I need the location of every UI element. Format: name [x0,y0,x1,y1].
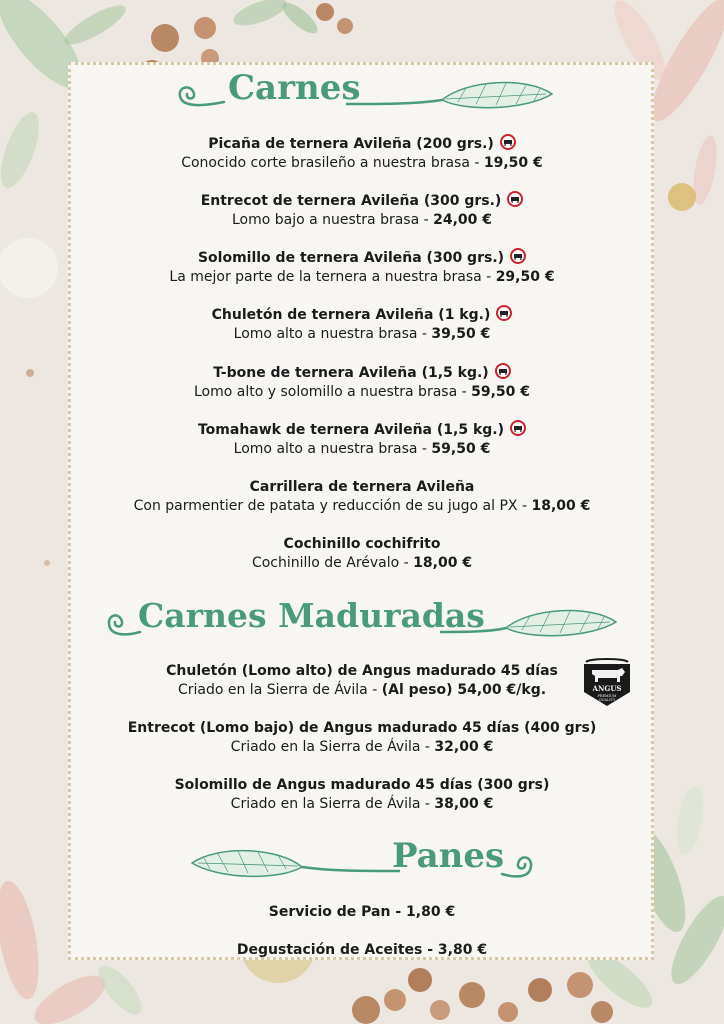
section-title-panes: Panes [392,836,505,876]
item-price: (Al peso) 54,00 €/kg. [381,682,547,698]
item-name: Carrillera de ternera Avileña [249,479,475,495]
item-name: Cochinillo cochifrito [283,536,441,552]
item-name: Servicio de Pan - [268,904,407,920]
angus-badge-line2: PREMIUM [597,694,617,698]
item-name: Tomahawk de ternera Avileña (1,5 kg.) [197,422,504,438]
menu-item [0,478,724,516]
item-price: 1,80 € [406,904,456,920]
leaf-left-icon [190,845,400,885]
item-description: Cochinillo de Arévalo - [251,555,414,571]
item-description: Lomo alto a nuestra brasa - [233,326,432,342]
section-title-carnes: Carnes [228,68,361,108]
menu-item [0,135,724,173]
menu-item [0,192,724,230]
leaf-right-icon [440,604,618,642]
menu-item [0,306,724,344]
avilena-cow-badge-icon [500,134,516,150]
item-price: 32,00 € [434,739,494,755]
menu-item [0,903,724,922]
item-name: Solomillo de Angus madurado 45 días (300 grs) [174,777,550,793]
item-price: 59,50 € [431,441,491,457]
item-name: Degustación de Aceites - [236,942,438,958]
menu-item [0,941,724,960]
angus-premium-quality-badge-icon [578,658,636,708]
leaf-right-icon [346,76,554,114]
item-description: La mejor parte de la ternera a nuestra brasa - [169,269,496,285]
avilena-cow-badge-icon [510,420,526,436]
swirl-right-icon [500,846,536,882]
item-price: 18,00 € [531,498,591,514]
menu-item [0,535,724,573]
item-description: Con parmentier de patata y reducción de su jugo al PX - [133,498,532,514]
section-title-carnes-maduradas: Carnes Maduradas [138,596,485,635]
item-description: Lomo alto y solomillo a nuestra brasa - [193,384,472,400]
item-price: 29,50 € [495,269,555,285]
swirl-left-icon [104,604,142,640]
item-name: Entrecot de ternera Avileña (300 grs.) [200,193,502,209]
item-description: Lomo alto a nuestra brasa - [233,441,432,457]
avilena-cow-badge-icon [495,363,511,379]
item-description: Conocido corte brasileño a nuestra brasa - [181,155,484,171]
item-price: 24,00 € [433,212,493,228]
item-price: 3,80 € [437,942,488,958]
item-price: 59,50 € [471,384,531,400]
item-description: Lomo bajo a nuestra brasa - [231,212,434,228]
item-price: 38,00 € [434,796,494,812]
angus-badge-title: ANGUS [592,684,622,693]
item-description: Criado en la Sierra de Ávila - [230,739,435,755]
menu-item [0,421,724,459]
item-name: Solomillo de ternera Avileña (300 grs.) [197,250,505,266]
item-price: 19,50 € [483,155,543,171]
avilena-cow-badge-icon [496,305,512,321]
item-price: 39,50 € [431,326,491,342]
menu-item [0,364,724,402]
menu-item [0,719,724,757]
item-description: Criado en la Sierra de Ávila - [177,682,382,698]
item-name: Chuletón (Lomo alto) de Angus madurado 45 días [166,663,558,679]
item-price: 18,00 € [413,555,473,571]
item-description: Criado en la Sierra de Ávila - [230,796,435,812]
angus-badge-line3: QUALITY [598,698,616,702]
menu-item [0,776,724,814]
menu-item [0,249,724,287]
item-name: Picaña de ternera Avileña (200 grs.) [208,136,494,152]
avilena-cow-badge-icon [510,248,526,264]
avilena-cow-badge-icon [507,191,523,207]
swirl-left-icon [174,76,226,112]
item-name: Entrecot (Lomo bajo) de Angus madurado 45 días (400 grs) [127,720,597,736]
item-name: Chuletón de ternera Avileña (1 kg.) [211,307,491,323]
item-name: T-bone de ternera Avileña (1,5 kg.) [213,365,489,381]
